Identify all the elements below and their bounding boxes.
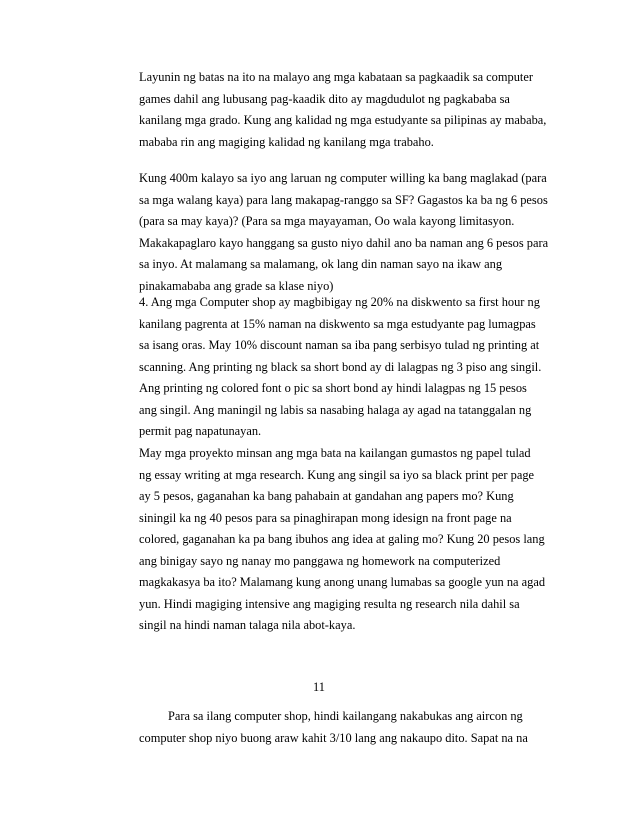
paragraph-aircon [139, 706, 528, 749]
text-line: Para sa ilang computer shop, hindi kailangang nakabukas ang aircon ng [168, 709, 523, 723]
text-line: mababa rin ang magiging kalidad ng kanilang mga trabaho. [139, 134, 434, 149]
paragraph-proyekto-papel [139, 443, 546, 637]
text-line: pinakamababa ang grade sa klase niyo) [139, 278, 334, 293]
text-line: singil na hindi naman talaga nila abot-kaya. [139, 618, 356, 632]
text-line: kanilang pagrenta at 15% naman na diskwento sa mga estudyante pag lumagpas [139, 316, 536, 331]
page-number: 11 [313, 680, 325, 694]
text-line: May mga proyekto minsan ang mga bata na kailangan gumastos ng papel tulad [139, 446, 531, 460]
text-line: ang binigay sayo ng nanay mo panggawa ng homework na computerized [139, 553, 501, 568]
text-line: Kung 400m kalayo sa iyo ang laruan ng computer willing ka bang maglakad (para [139, 171, 547, 185]
text-line: kanilang mga grado. Kung ang kalidad ng mga estudyante sa pilipinas ay mababa, [139, 113, 547, 127]
text-line: 4. Ang mga Computer shop ay magbibigay ng 20% na diskwento sa first hour ng [139, 295, 540, 309]
paragraph-item-4-diskwento [139, 292, 542, 443]
text-line: permit pag napatunayan. [139, 424, 262, 438]
text-line: Makakapaglaro kayo hanggang sa gusto niyo dahil ano ba naman ang 6 pesos para [139, 235, 549, 250]
text-line: sa mga walang kaya) para lang makapag-ranggo sa SF? Gagastos ka ba ng 6 pesos [139, 192, 548, 207]
text-line: computer shop niyo buong araw kahit 3/10 lang ang nakaupo dito. Sapat na na [139, 730, 528, 745]
text-line: sa inyo. At malamang sa malamang, ok lang din naman sayo na ikaw ang [139, 257, 503, 271]
paragraph-batas-layunin [139, 67, 547, 153]
text-line: magkakasya ba ito? Malamang kung anong unang lumabas sa google yun na agad [139, 575, 546, 589]
paragraph-kalayo-laruan [139, 168, 549, 297]
text-line: colored, gaganahan ka pa bang ibuhos ang idea at galing mo? Kung 20 pesos lang [139, 532, 545, 546]
text-line: ng essay writing at mga research. Kung ang singil sa iyo sa black print per page [139, 467, 535, 482]
text-line: (para sa may kaya)? (Para sa mga mayayaman, Oo wala kayong limitasyon. [139, 214, 515, 228]
text-line: Layunin ng batas na ito na malayo ang mga kabataan sa pagkaadik sa computer [139, 70, 533, 84]
text-line: sa isang oras. May 10% discount naman sa iba pang serbisyo tulad ng printing at [139, 338, 540, 352]
text-line: ay 5 pesos, gaganahan ka bang pahabain at gandahan ang papers mo? Kung [139, 489, 514, 503]
text-line: Ang printing ng colored font o pic sa short bond ay hindi lalagpas ng 15 pesos [139, 381, 527, 395]
text-line: siningil ka ng 40 pesos para sa pinaghirapan mong idesign na front page na [139, 510, 512, 525]
text-line: yun. Hindi magiging intensive ang magiging resulta ng research nila dahil sa [139, 596, 520, 611]
text-line: scanning. Ang printing ng black sa short bond ay di lalagpas ng 3 piso ang singil. [139, 359, 542, 374]
text-line: games dahil ang lubusang pag-kaadik dito ay magdudulot ng pagkababa sa [139, 91, 510, 106]
text-line: ang singil. Ang maningil ng labis sa nasabing halaga ay agad na tatanggalan ng [139, 402, 532, 417]
